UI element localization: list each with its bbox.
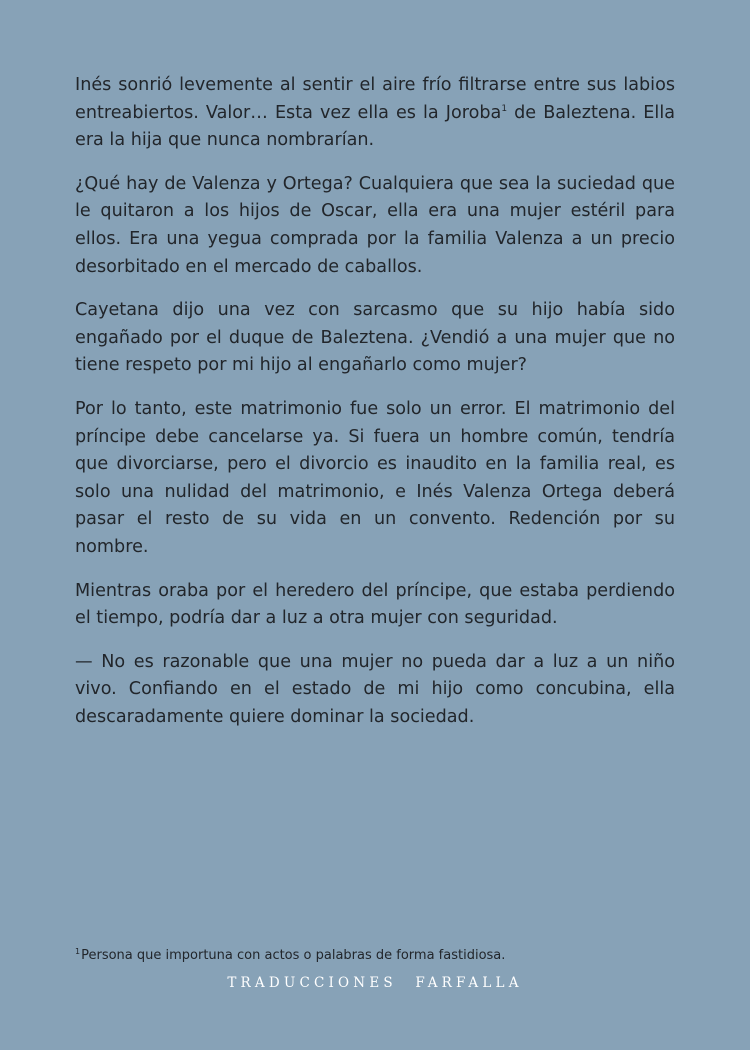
paragraph-3: Cayetana dijo una vez con sarcasmo que su hijo había sido engañado por el duque de Baleztena. ¿Vendió a una mujer que no tiene respeto por mi hijo al engañarlo como mujer? <box>75 300 675 376</box>
paragraph-5: Mientras oraba por el heredero del príncipe, que estaba perdiendo el tiempo, podría dar a luz a otra mujer con seguridad. <box>75 580 675 629</box>
footnote-reference: 1 <box>501 103 508 114</box>
paragraph-2: ¿Qué hay de Valenza y Ortega? Cualquiera que sea la suciedad que le quitaron a los hijos de Oscar, ella era una mujer estéril para ellos. Era una yegua comprada por la familia Valenza a un precio desorbitado en el mercado de caballos. <box>75 173 675 277</box>
footer-brand: TRADUCCIONES FARFALLA <box>227 975 523 991</box>
chapter-body <box>75 72 675 747</box>
paragraph-1-after: de Baleztena. Ella era la hija que nunca nombrarían. <box>75 102 675 151</box>
paragraph-1 <box>75 72 675 155</box>
paragraph-6: — No es razonable que una mujer no pueda dar a luz a un niño vivo. Confiando en el estado de mi hijo como concubina, ella descaradamente quiere dominar la sociedad. <box>75 651 675 727</box>
footnote-mark: 1 <box>75 946 81 956</box>
paragraph-4: Por lo tanto, este matrimonio fue solo un error. El matrimonio del príncipe debe cancelarse ya. Si fuera un hombre común, tendría que divorciarse, pero el divorcio es inaudito en la familia real, es solo una nulidad del matrimonio, e Inés Valenza Ortega deberá pasar el resto de su vida en un convento. Redención por su nombre. <box>75 398 675 557</box>
footnote <box>75 947 695 965</box>
paragraph-1-before: Inés sonrió levemente al sentir el aire frío filtrarse entre sus labios entreabiertos. Valor… Esta vez ella es la Joroba <box>75 75 675 123</box>
footnote-text: Persona que importuna con actos o palabras de forma fastidiosa. <box>81 948 506 963</box>
